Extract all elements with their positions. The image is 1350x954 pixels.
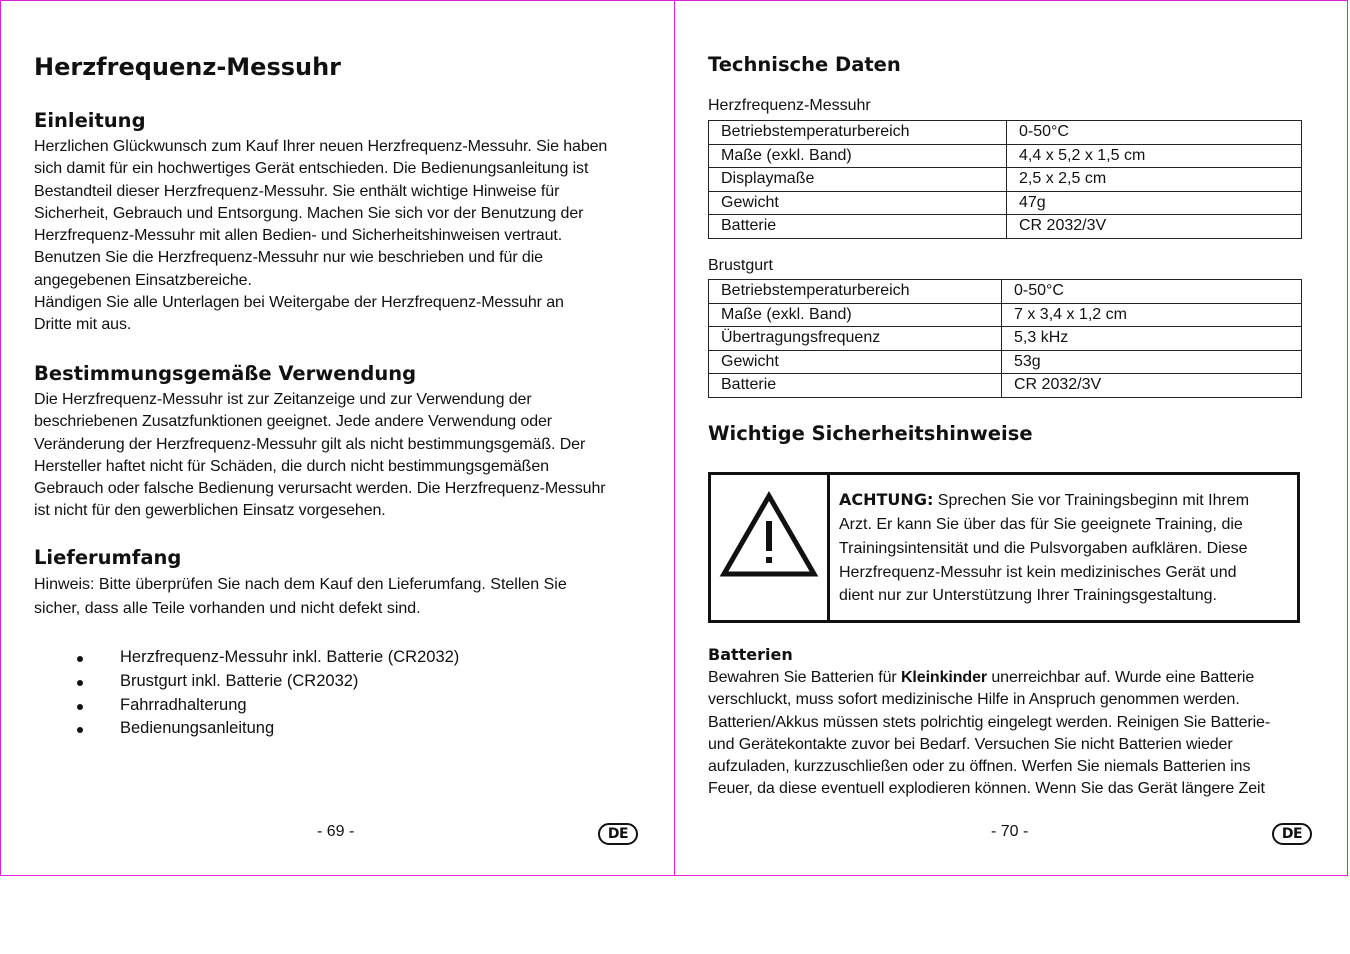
list-item-label: Bedienungsanleitung — [120, 719, 275, 738]
warning-line: Herzfrequenz-Messuhr ist kein medizinisches Gerät und — [839, 563, 1237, 581]
text-line: Dritte mit aus. — [34, 316, 132, 334]
list-item — [34, 646, 634, 670]
bullet-icon — [77, 727, 83, 733]
text-span-bold: Kleinkinder — [900, 669, 988, 686]
spec-key: Displaymaße — [709, 168, 1007, 192]
spec-value: 7 x 3,4 x 1,2 cm — [1002, 303, 1302, 327]
warning-line-text: Sprechen Sie vor Trainingsbeginn mit Ihrem — [933, 492, 1250, 509]
bullet-icon — [77, 704, 83, 710]
scope-notice — [34, 573, 654, 621]
warning-icon-cell — [711, 475, 830, 620]
table-row — [709, 215, 1302, 239]
table-row — [709, 280, 1302, 304]
language-badge: DE — [598, 823, 638, 845]
warning-line: Arzt. Er kann Sie über das für Sie geeignete Training, die — [839, 516, 1243, 533]
spec-value: 0-50°C — [1007, 121, 1302, 145]
page-title: Herzfrequenz-Messuhr — [34, 53, 342, 81]
warning-box — [708, 472, 1300, 623]
spec-key: Gewicht — [709, 191, 1007, 215]
intro-heading: Einleitung — [34, 109, 146, 132]
strap-table-label: Brustgurt — [708, 257, 773, 274]
table-row — [709, 121, 1302, 145]
table-row — [709, 191, 1302, 215]
list-item — [34, 694, 634, 718]
text-line: aufzuladen, kurzzuschließen oder zu öffnen. Werfen Sie niemals Batterien ins — [708, 758, 1251, 776]
text-line: Benutzen Sie die Herzfrequenz-Messuhr nur wie beschrieben und für die — [34, 249, 543, 267]
text-line: Bestandteil dieser Herzfrequenz-Messuhr. Sie enthält wichtige Hinweise für — [34, 182, 560, 200]
page-number: - 70 - — [991, 823, 1029, 840]
spec-key: Betriebstemperaturbereich — [709, 280, 1002, 304]
intro-text — [34, 136, 649, 337]
watch-spec-table — [708, 120, 1302, 239]
text-line: Sicherheit, Gebrauch und Entsorgung. Machen Sie sich vor der Benutzung der — [34, 204, 584, 222]
table-row — [709, 144, 1302, 168]
text-line: angegebenen Einsatzbereiche. — [34, 271, 252, 289]
scope-heading: Lieferumfang — [34, 546, 182, 569]
spec-key: Maße (exkl. Band) — [709, 144, 1007, 168]
watch-table-label: Herzfrequenz-Messuhr — [708, 97, 871, 114]
strap-spec-table — [708, 279, 1302, 398]
text-line: sich damit für ein hochwertiges Gerät entschieden. Die Bedienungsanleitung ist — [34, 160, 589, 178]
table-row — [709, 327, 1302, 351]
bullet-icon — [77, 680, 83, 686]
text-line: Batterien/Akkus müssen stets polrichtig eingelegt werden. Reinigen Sie Batterie- — [708, 713, 1271, 731]
list-item-label: Brustgurt inkl. Batterie (CR2032) — [120, 671, 359, 690]
warning-line — [839, 488, 1299, 513]
right-page — [674, 0, 1348, 876]
list-item — [34, 670, 634, 694]
warning-text — [839, 488, 1299, 608]
warning-line: dient nur zur Unterstützung Ihrer Trainingsgestaltung. — [839, 587, 1217, 605]
text-line: Hersteller haftet nicht für Schäden, die durch nicht bestimmungsgemäßen — [34, 457, 549, 475]
spec-value: 5,3 kHz — [1002, 327, 1302, 351]
tech-heading: Technische Daten — [708, 53, 901, 76]
warning-label: ACHTUNG: — [839, 490, 934, 509]
text-line: Gebrauch oder falsche Bedienung verursacht werden. Die Herzfrequenz-Messuhr — [34, 480, 606, 498]
bullet-icon — [77, 656, 83, 662]
list-item — [34, 717, 634, 741]
spec-value: CR 2032/3V — [1007, 215, 1302, 239]
text-line: Herzlichen Glückwunsch zum Kauf Ihrer neuen Herzfrequenz-Messuhr. Sie haben — [34, 138, 608, 155]
notice-line: sicher, dass alle Teile vorhanden und nicht defekt sind. — [34, 600, 421, 617]
usage-text — [34, 389, 654, 523]
text-line: Händigen Sie alle Unterlagen bei Weitergabe der Herzfrequenz-Messuhr an — [34, 294, 564, 312]
warning-line: Trainingsintensität und die Pulsvorgaben aufklären. Diese — [839, 539, 1248, 557]
spec-value: CR 2032/3V — [1002, 374, 1302, 398]
batteries-text — [708, 667, 1308, 801]
spec-value: 53g — [1002, 350, 1302, 374]
table-row — [709, 350, 1302, 374]
language-badge: DE — [1272, 823, 1312, 845]
spec-key: Batterie — [709, 374, 1002, 398]
spec-key: Übertragungsfrequenz — [709, 327, 1002, 351]
page-number: - 69 - — [317, 823, 355, 840]
list-item-label: Fahrradhalterung — [120, 695, 247, 714]
scope-list — [34, 646, 634, 741]
table-row — [709, 303, 1302, 327]
text-line: verschluckt, muss sofort medizinische Hilfe in Anspruch genommen werden. — [708, 691, 1240, 709]
spec-value: 0-50°C — [1002, 280, 1302, 304]
left-page — [0, 0, 675, 876]
list-item-label: Herzfrequenz-Messuhr inkl. Batterie (CR2032) — [120, 648, 460, 666]
text-span: Bewahren Sie Batterien für — [708, 669, 901, 686]
usage-heading: Bestimmungsgemäße Verwendung — [34, 362, 417, 385]
text-line: ist nicht für den gewerblichen Einsatz vorgesehen. — [34, 502, 386, 520]
text-line: Feuer, da diese eventuell explodieren können. Wenn Sie das Gerät längere Zeit — [708, 780, 1265, 798]
table-row — [709, 374, 1302, 398]
batteries-heading: Batterien — [708, 645, 793, 664]
text-span: unerreichbar auf. Wurde eine Batterie — [987, 669, 1255, 686]
table-row — [709, 168, 1302, 192]
warning-triangle-icon — [711, 475, 827, 620]
safety-heading: Wichtige Sicherheitshinweise — [708, 422, 1033, 445]
spec-key: Maße (exkl. Band) — [709, 303, 1002, 327]
text-line: und Gerätekontakte zuvor bei Bedarf. Versuchen Sie nicht Batterien wieder — [708, 735, 1233, 753]
spec-value: 47g — [1007, 191, 1302, 215]
notice-line: Hinweis: Bitte überprüfen Sie nach dem Kauf den Lieferumfang. Stellen Sie — [34, 576, 567, 593]
spec-key: Betriebstemperaturbereich — [709, 121, 1007, 145]
text-line: Herzfrequenz-Messuhr mit allen Bedien- und Sicherheitshinweisen vertraut. — [34, 227, 563, 245]
spec-key: Gewicht — [709, 350, 1002, 374]
spec-key: Batterie — [709, 215, 1007, 239]
text-line: Veränderung der Herzfrequenz-Messuhr gilt als nicht bestimmungsgemäß. Der — [34, 435, 586, 453]
text-line: Die Herzfrequenz-Messuhr ist zur Zeitanzeige und zur Verwendung der — [34, 391, 532, 408]
text-line — [708, 667, 1308, 689]
spec-value: 4,4 x 5,2 x 1,5 cm — [1007, 144, 1302, 168]
spec-value: 2,5 x 2,5 cm — [1007, 168, 1302, 192]
text-line: beschriebenen Zusatzfunktionen geeignet. Jede andere Verwendung oder — [34, 413, 553, 431]
